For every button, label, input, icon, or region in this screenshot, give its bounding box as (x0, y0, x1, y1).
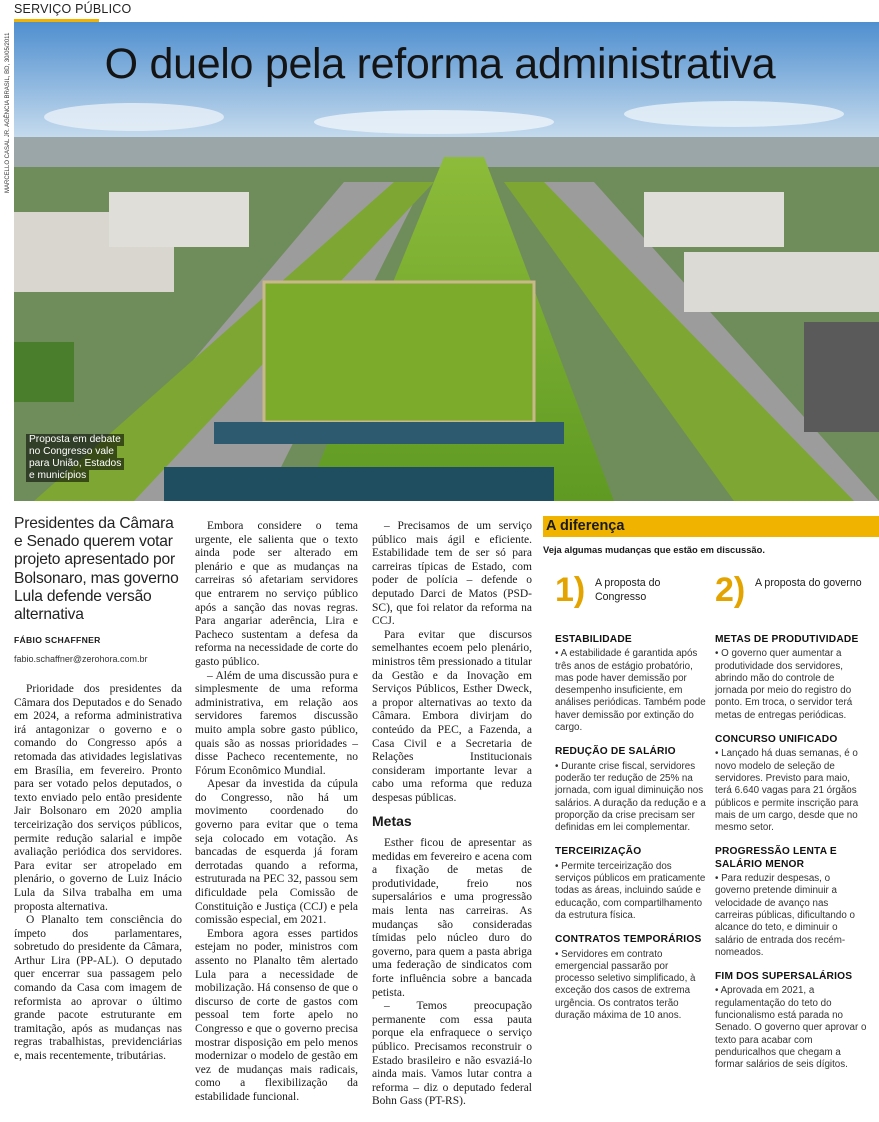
proposal-number: 2) (715, 571, 746, 609)
photo-caption (26, 434, 124, 482)
change-text: • Durante crise fiscal, servidores poderão ter redução de 25% na jornada, com igual diminuição nos salários. A duração da redução e a proporção da crise precisam ser definidas em lei complementar. (555, 760, 706, 834)
paragraph: – Temos preocupação permanente com essa pauta porque ela enfraquece o serviço público. Precisamos reconstruir o Estado brasileiro e não esvaziá-lo ainda mais. Vamos lutar contra a reforma – diz o deputado federal Bohn Gass (PT-RS). (372, 1000, 532, 1108)
change-title: CONTRATOS TEMPORÁRIOS (555, 934, 702, 946)
byline: FÁBIO SCHAFFNER (14, 635, 101, 646)
subhead-metas: Metas (372, 813, 412, 830)
paragraph: Embora agora esses partidos estejam no poder, ministros com assento no Planalto têm alertado Lula para a necessidade de mobilização. Há consenso de que o discurso de corte de gastos com pessoal tem forte apelo no Congresso e que o governo precisa mostrar disposição em pelo menos modernizar o modelo de gestão em vez de mudanças mais radicais, como a flexibilização da estabilidade funcional. (195, 927, 358, 1103)
change-text: • Permite terceirização dos serviços públicos em praticamente todas as áreas, incluindo saúde e educação, com compartilhamento da estrutura física. (555, 860, 706, 921)
change-text: • Aprovada em 2021, a regulamentação do teto do funcionalismo está parada no Senado. O governo quer aprovar o texto para acabar com penduricalhos que chegam a formar salários de seis dígitos. (715, 985, 867, 1071)
change-text: • O governo quer aumentar a produtividade dos servidores, abrindo mão do controle de jornada por meio do registro do ponto. Em troca, o servidor terá metas de entregas periódicas. (715, 648, 853, 721)
change-text: • Para reduzir despesas, o governo pretende diminuir a velocidade de avanço nas carreiras públicas, dificultando o alcance do teto, e diminuir o salário de entrada dos recém-nomeados. (715, 873, 855, 958)
change-item (715, 971, 867, 1071)
change-text: • Lançado há duas semanas, é o novo modelo de seleção de servidores. Previsto para maio, terá 6.640 vagas para 21 órgãos públicos e permite inscrição para mais de um cargo, desde que no mesmo setor. (715, 748, 859, 834)
governo-column (715, 634, 867, 1084)
caption-line: Proposta em debate (26, 434, 124, 446)
article-column-3 (372, 520, 532, 1109)
difference-box (543, 516, 879, 1122)
article-column-2 (195, 520, 358, 1105)
article-column-1 (14, 683, 182, 1064)
lead-text: Presidentes da Câmara e Senado querem votar projeto apresentado por Bolsonaro, mas governo Lula defende versão alternativa (14, 515, 179, 624)
caption-line: e municípios (26, 470, 89, 482)
change-title: CONCURSO UNIFICADO (715, 734, 838, 746)
paragraph: – Precisamos de um serviço público mais ágil e eficiente. Estabilidade tem de ser só para carreiras típicas de Estado, com poder de polícia – defende o deputado Darci de Matos (PSD-SC), que foi relator da reforma na CCJ. (372, 520, 532, 628)
lead-block (14, 515, 182, 666)
paragraph: – Além de uma discussão pura e simplesmente de uma reforma administrativa, em relação aos servidores faremos discussão muito ampla sobre gasto público, quais são as nossas prioridades – disse Pacheco recentemente, no Fórum Econômico Mundial. (195, 669, 358, 777)
change-title: REDUÇÃO DE SALÁRIO (555, 746, 676, 758)
esplanada-photo (14, 22, 879, 501)
change-item (715, 734, 867, 834)
paragraph: O Planalto tem consciência do ímpeto dos parlamentares, sobretudo do presidente da Câmara, Arthur Lira (PP-AL). O deputado quer encerrar sua passagem pelo comando da Casa com imagem de reformista ao aprovar o último grande pacote estruturante em tramitação, após as mudanças nas regras trabalhistas, previdenciárias e, mais recentemente, tributárias. (14, 914, 182, 1063)
paragraph: Embora considere o tema urgente, ele salienta que o texto ainda pode ser alterado em plenário e que as mudanças na carreiras só afetariam servidores que entrarem no serviço público após a sanção das novas regras. Para angariar aderência, Lira e Pacheco sustentam a defesa da reforma na necessidade de corte do gasto público. (195, 520, 358, 668)
change-title: TERCEIRIZAÇÃO (555, 846, 642, 858)
change-title: FIM DOS SUPERSALÁRIOS (715, 971, 853, 983)
proposal-number: 1) (555, 571, 586, 609)
paragraph: Apesar da investida da cúpula do Congresso, não há um movimento coordenado do governo para evitar que o tema seja colocado em votação. As bancadas de esquerda já foram derrotadas quando a reforma, estruturada na PEC 32, passou sem dificuldade pela Comissão de Constituição e Justiça (CCJ) e pela comissão especial, em 2021. (195, 778, 358, 927)
paragraph: Esther ficou de apresentar as medidas em fevereiro e acena com a fixação de metas de produtividade, freio nos supersalários e uma progressão mais lenta nas carreiras. As mudanças são consideradas tímidas pelo núcleo duro do governo, para quem a pasta abriga uma federação de sindicatos com forte influência sobre a bancada petista. (372, 837, 532, 999)
headline: O duelo pela reforma administrativa (104, 40, 776, 88)
change-item (715, 846, 867, 959)
box-title: A diferença (543, 516, 879, 537)
caption-line: no Congresso vale (26, 446, 117, 458)
change-item (555, 634, 707, 734)
change-title: METAS DE PRODUTIVIDADE (715, 634, 859, 645)
change-title: ESTABILIDADE (555, 634, 632, 645)
author-email[interactable]: fabio.schaffner@zerohora.com.br (14, 653, 148, 664)
proposal-label: A proposta do governo (755, 577, 862, 589)
change-text: • A estabilidade é garantida após três anos de estágio probatório, mas pode haver demissão por desempenho insuficiente, em análises periódicas. Também pode haver demissão por extinção do cargo. (555, 648, 706, 734)
change-item (555, 846, 707, 922)
congresso-column (555, 634, 707, 1034)
photo-credit: MARCELLO CASAL JR. AGÊNCIA BRASIL, BD, 30/05/2011 (5, 32, 11, 193)
box-intro: Veja algumas mudanças que estão em discussão. (543, 544, 765, 555)
caption-line: para União, Estados (26, 458, 124, 470)
section-tag: SERVIÇO PÚBLICO (14, 2, 132, 16)
change-title: PROGRESSÃO LENTA E SALÁRIO MENOR (715, 846, 837, 870)
paragraph: Para evitar que discursos semelhantes ecoem pelo plenário, ministros têm pressionado a titular da Gestão e da Inovação em Serviços Públicos, Esther Dweck, a propor alternativas ao texto da Câmara. Embora divirjam do conteúdo da PEC, a Fazenda, a Casa Civil e a Secretaria de Relações Institucionais consideram importante levar a cabo uma reforma que reduza despesas públicas. (372, 628, 532, 804)
photo-illustration (14, 22, 879, 501)
proposal-label: A proposta do Congresso (595, 577, 661, 603)
paragraph: Prioridade dos presidentes da Câmara dos Deputados e do Senado em 2024, a reforma administrativa irá antagonizar o governo e o comando do Congresso após a retomada das atividades legislativas em Brasília, em fevereiro. Pronto para ser votado pelos deputados, o texto enviado pelo então presidente Jair Bolsonaro em 2020 amplia terceirização dos serviços públicos, permite redução salarial e impõe avaliação periódica dos servidores. Para evitar ser atropelado em plenário, o governo de Luiz Inácio Lula da Silva trabalha em uma proposta alternativa. (14, 683, 182, 913)
change-item (555, 934, 707, 1022)
change-item (555, 746, 707, 834)
change-text: • Servidores em contrato emergencial passarão por processo seletivo simplificado, à exceção dos casos de extrema urgência. Os contratos terão duração máxima de 10 anos. (555, 948, 696, 1022)
change-item (715, 634, 867, 722)
